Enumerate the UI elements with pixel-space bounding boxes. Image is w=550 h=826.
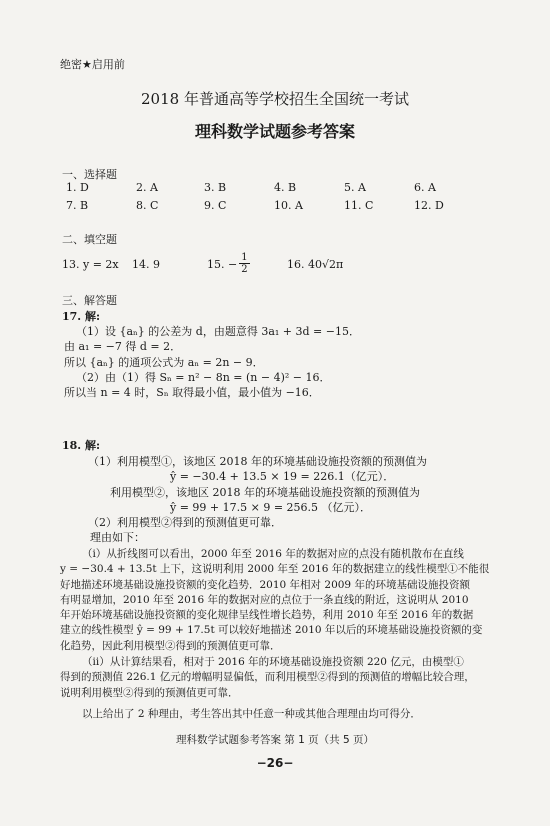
q17-label: 17. 解:: [62, 310, 101, 323]
choice-answer: 3. B: [204, 181, 227, 194]
fill-heading: 二、填空题: [62, 233, 117, 246]
fill-answer-14: 14. 9: [132, 257, 160, 271]
solution-line: （1）利用模型①，该地区 2018 年的环境基础设施投资额的预测值为: [88, 455, 427, 468]
fill-answer-13: 13. y = 2x: [62, 257, 119, 271]
solve-heading: 三、解答题: [62, 294, 117, 307]
fill-answers: [62, 250, 343, 278]
fill-answer-16: 16. 40√2π: [287, 257, 344, 271]
page-number: −26−: [256, 756, 294, 770]
solution-line: （2）利用模型②得到的预测值更可靠．: [88, 516, 282, 530]
solution-line: y = −30.4 + 13.5t 上下，这说明利用 2000 年至 2016 年的数据建立的线性模型①不能很: [60, 563, 490, 576]
fraction: [239, 253, 249, 275]
solution-line: ŷ = 99 + 17.5 × 9 = 256.5 （亿元）．: [170, 500, 372, 514]
solution-line: 由 a₁ = −7 得 d = 2．: [64, 340, 182, 354]
choice-answer: 6. A: [414, 181, 436, 194]
grading-note: 以上给出了 2 种理由，考生答出其中任意一种或其他合理理由均可得分．: [82, 708, 421, 720]
choice-answer: 5. A: [344, 181, 366, 194]
solution-line: 说明利用模型②得到的预测值更可靠．: [60, 686, 239, 699]
solution-line: 建立的线性模型 ŷ = 99 + 17.5t 可以较好地描述 2010 年以后的环境基础设施投资额的变: [60, 624, 483, 637]
q18-label: 18. 解:: [62, 439, 101, 452]
choice-answer: 2. A: [136, 181, 158, 194]
solution-line: 利用模型②，该地区 2018 年的环境基础设施投资额的预测值为: [110, 485, 420, 499]
solution-line: 所以当 n = 4 时，Sₙ 取得最小值，最小值为 −16．: [64, 386, 320, 400]
choice-answer: 9. C: [204, 199, 227, 212]
solution-line: （1）设 {aₙ} 的公差为 d，由题意得 3a₁ + 3d = −15．: [76, 325, 360, 338]
solution-line: 好地描述环境基础设施投资额的变化趋势．2010 年相对 2009 年的环境基础设施投资额: [60, 578, 470, 591]
page-footer: 理科数学试题参考答案 第 1 页（共 5 页）: [175, 734, 375, 746]
choice-answers: [66, 181, 474, 212]
choice-answer: 10. A: [274, 199, 303, 212]
choice-answer: 7. B: [66, 199, 89, 212]
solution-line: 化趋势，因此利用模型②得到的预测值更可靠．: [60, 639, 281, 652]
choice-answer: 11. C: [344, 199, 374, 212]
q17-solution: [64, 324, 360, 400]
q18-reason-2: [60, 655, 475, 701]
choice-heading: 一、选择题: [62, 168, 117, 181]
fraction-numerator: 1: [241, 252, 248, 263]
solution-line: 有明显增加，2010 年至 2016 年的数据对应的点位于一条直线的附近，这说明从 2010: [60, 593, 469, 606]
solution-line: （ⅰ）从折线图可以看出，2000 年至 2016 年的数据对应的点没有随机散布在直线: [82, 548, 464, 560]
document-title: 理科数学试题参考答案: [194, 122, 355, 141]
solution-line: 得到的预测值 226.1 亿元的增幅明显偏低，而利用模型②得到的预测值的增幅比较合理，: [60, 671, 475, 684]
solution-line: 理由如下：: [90, 531, 145, 545]
solution-line: 所以 {aₙ} 的通项公式为 aₙ = 2n − 9．: [64, 355, 264, 369]
choice-answer: 4. B: [274, 181, 297, 194]
fill-answer-15-label: 15. −: [207, 257, 238, 271]
choice-answer: 8. C: [136, 199, 159, 212]
q18-reason-1: [60, 547, 489, 654]
solution-line: （ⅱ）从计算结果看，相对于 2016 年的环境基础设施投资额 220 亿元，由模型①: [82, 656, 464, 668]
solution-line: 年开始环境基础设施投资额的变化规律呈线性增长趋势，利用 2010 年至 2016 年的数据: [60, 609, 474, 622]
choice-answer: 12. D: [414, 199, 444, 212]
fill-answer-15: [207, 253, 287, 275]
solution-line: （2）由（1）得 Sₙ = n² − 8n = (n − 4)² − 16．: [76, 370, 331, 384]
solution-line: ŷ = −30.4 + 13.5 × 19 = 226.1（亿元）．: [170, 470, 395, 484]
confidential-label: 绝密★启用前: [60, 58, 125, 71]
choice-answer: 1. D: [66, 181, 89, 194]
fraction-denominator: 2: [241, 264, 248, 275]
exam-title: 2018 年普通高等学校招生全国统一考试: [141, 90, 409, 108]
q18-part1: [88, 454, 427, 546]
